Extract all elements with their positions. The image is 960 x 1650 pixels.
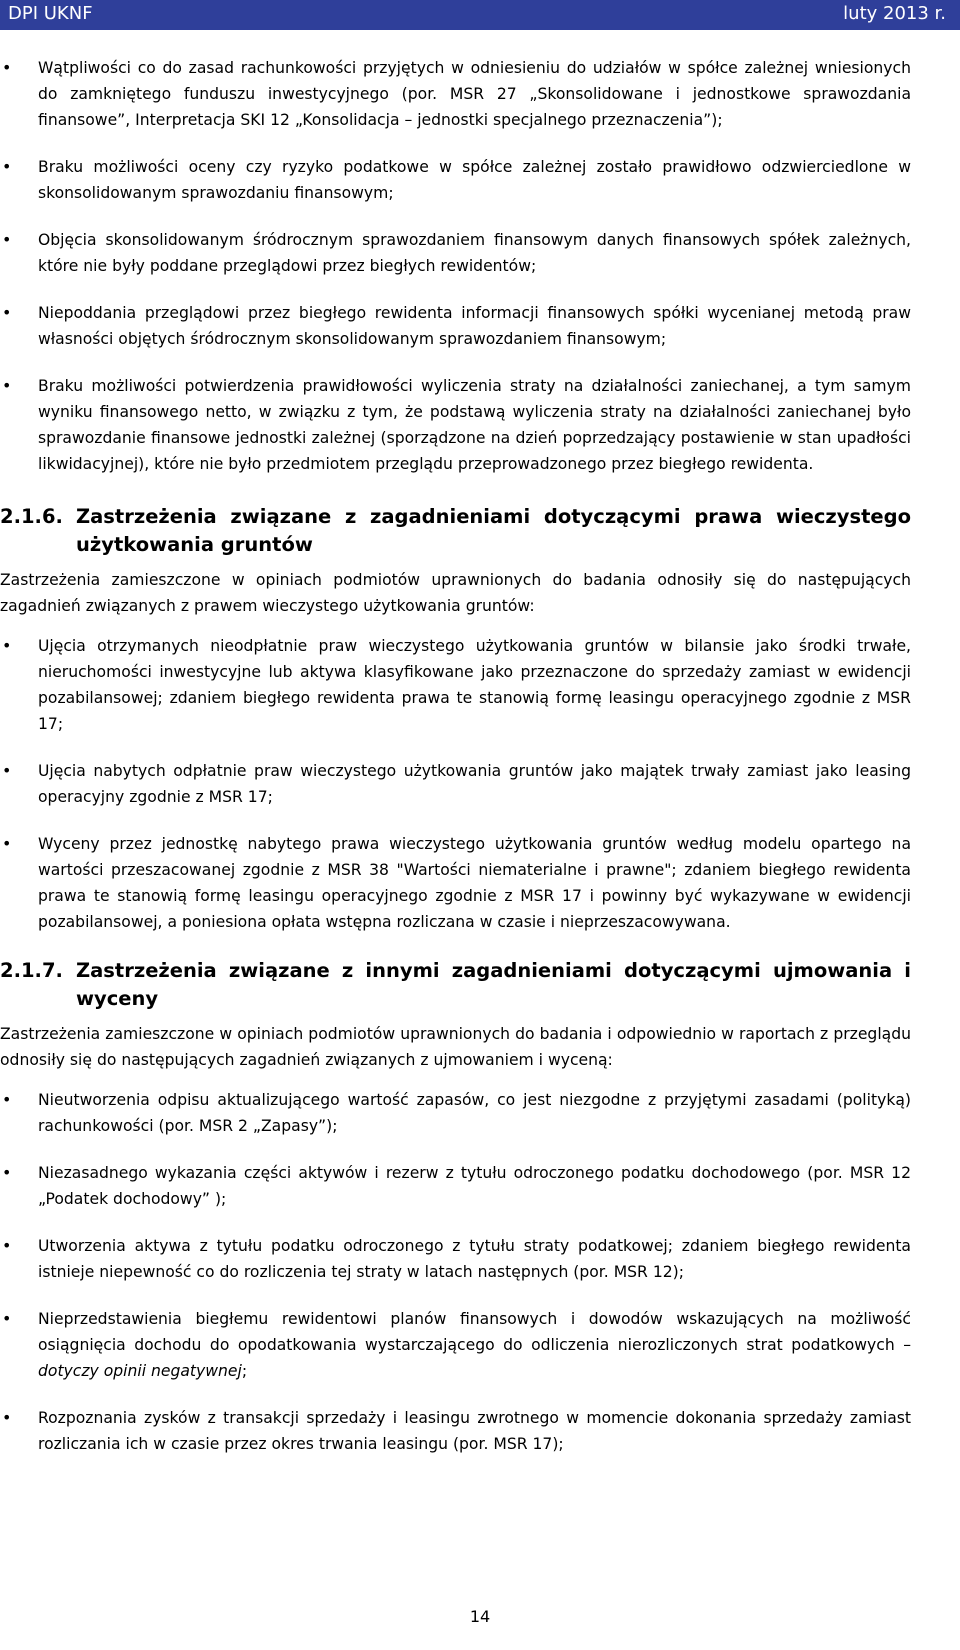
header-date: luty 2013 r. (843, 3, 946, 24)
list-item: • Nieutworzenia odpisu aktualizującego wartość zapasów, co jest niezgodne z przyjętymi zasadami (polityką) rachunkowości (por. MSR 2 „Zapasy”); (0, 1087, 911, 1139)
bullet-icon: • (2, 1408, 12, 1427)
list-item: • Wyceny przez jednostkę nabytego prawa wieczystego użytkowania gruntów według modelu opartego na wartości przeszacowanej zgodnie z MSR 38 "Wartości niematerialne i prawne"; zdaniem biegłego rewidenta prawa te stanowią formę leasingu operacyjnego zgodnie z MSR 17 i powinny być wykazywane w ewidencji pozabilansowej, a poniesiona opłata wstępna rozliczana w czasie i nieprzeszacowywana. (0, 831, 911, 935)
page-header (0, 0, 960, 30)
list-item: • Wątpliwości co do zasad rachunkowości przyjętych w odniesieniu do udziałów w spółce zależnej wniesionych do zamkniętego funduszu inwestycyjnego (por. MSR 27 „Skonsolidowane i jednostkowe sprawozdania finansowe”, Interpretacja SKI 12 „Konsolidacja – jednostki specjalnego przeznaczenia”); (0, 55, 911, 133)
bullet-icon: • (2, 1236, 12, 1255)
bullet-icon: • (2, 1309, 12, 1328)
list-item: • Braku możliwości potwierdzenia prawidłowości wyliczenia straty na działalności zaniechanej, a tym samym wyniku finansowego netto, w związku z tym, że podstawą wyliczenia straty na działalności zaniechanej było sprawozdanie finansowe jednostki zależnej (sporządzone na dzień poprzedzający postawienie w stan upadłości likwidacyjnej), które nie było przedmiotem przeglądu przeprowadzonego przez biegłego rewidenta. (0, 373, 911, 477)
section-title: Zastrzeżenia związane z zagadnieniami dotyczącymi prawa wieczystego użytkowania gruntów (76, 505, 911, 556)
list-item: • Niezasadnego wykazania części aktywów i rezerw z tytułu odroczonego podatku dochodowego (por. MSR 12 „Podatek dochodowy” ); (0, 1160, 911, 1212)
section-heading-2-1-6 (0, 503, 911, 559)
bullet-icon: • (2, 761, 12, 780)
list-item: • Ujęcia nabytych odpłatnie praw wieczystego użytkowania gruntów jako majątek trwały zamiast jako leasing operacyjny zgodnie z MSR 17; (0, 758, 911, 810)
document-body (0, 55, 960, 1478)
qualification-list-2 (0, 633, 960, 935)
list-item: • Objęcia skonsolidowanym śródrocznym sprawozdaniem finansowym danych finansowych spółek zależnych, które nie były poddane przeglądowi przez biegłych rewidentów; (0, 227, 911, 279)
bullet-icon: • (2, 230, 12, 249)
bullet-icon: • (2, 1090, 12, 1109)
bullet-icon: • (2, 58, 12, 77)
bullet-icon: • (2, 376, 12, 395)
section-intro: Zastrzeżenia zamieszczone w opiniach podmiotów uprawnionych do badania odnosiły się do następujących zagadnień związanych z prawem wieczystego użytkowania gruntów: (0, 571, 911, 615)
list-item: • Nieprzedstawienia biegłemu rewidentowi planów finansowych i dowodów wskazujących na możliwość osiągnięcia dochodu do opodatkowania wystarczającego do odliczenia nierozliczonych strat podatkowych – dotyczy opinii negatywnej; (0, 1306, 911, 1384)
bullet-icon: • (2, 1163, 12, 1182)
list-item: • Utworzenia aktywa z tytułu podatku odroczonego z tytułu straty podatkowej; zdaniem biegłego rewidenta istnieje niepewność co do rozliczenia tej straty w latach następnych (por. MSR 12); (0, 1233, 911, 1285)
list-item: • Ujęcia otrzymanych nieodpłatnie praw wieczystego użytkowania gruntów w bilansie jako środki trwałe, nieruchomości inwestycyjne lub aktywa klasyfikowane jako przeznaczone do sprzedaży zamiast w ewidencji pozabilansowej; zdaniem biegłego rewidenta prawa te stanowią formę leasingu operacyjnego zgodnie z MSR 17; (0, 633, 911, 737)
section-title: Zastrzeżenia związane z innymi zagadnieniami dotyczącymi ujmowania i wyceny (76, 959, 911, 1010)
section-heading-2-1-7 (0, 957, 911, 1013)
section-number: 2.1.7. (0, 959, 63, 982)
italic-note: dotyczy opinii negatywnej (38, 1362, 242, 1380)
list-item: • Braku możliwości oceny czy ryzyko podatkowe w spółce zależnej zostało prawidłowo odzwierciedlone w skonsolidowanym sprawozdaniu finansowym; (0, 154, 911, 206)
bullet-icon: • (2, 834, 12, 853)
page-number: 14 (469, 1607, 491, 1626)
bullet-icon: • (2, 157, 12, 176)
qualification-list-1 (0, 55, 960, 477)
section-number: 2.1.6. (0, 505, 63, 528)
section-intro: Zastrzeżenia zamieszczone w opiniach podmiotów uprawnionych do badania i odpowiednio w raportach z przeglądu odnosiły się do następujących zagadnień związanych z ujmowaniem i wyceną: (0, 1025, 911, 1069)
header-organization: DPI UKNF (8, 3, 93, 24)
bullet-icon: • (2, 303, 12, 322)
list-item: • Rozpoznania zysków z transakcji sprzedaży i leasingu zwrotnego w momencie dokonania sprzedaży zamiast rozliczania ich w czasie przez okres trwania leasingu (por. MSR 17); (0, 1405, 911, 1457)
list-item: • Niepoddania przeglądowi przez biegłego rewidenta informacji finansowych spółki wycenianej metodą praw własności objętych śródrocznym skonsolidowanym sprawozdaniem finansowym; (0, 300, 911, 352)
qualification-list-3 (0, 1087, 960, 1457)
bullet-icon: • (2, 636, 12, 655)
